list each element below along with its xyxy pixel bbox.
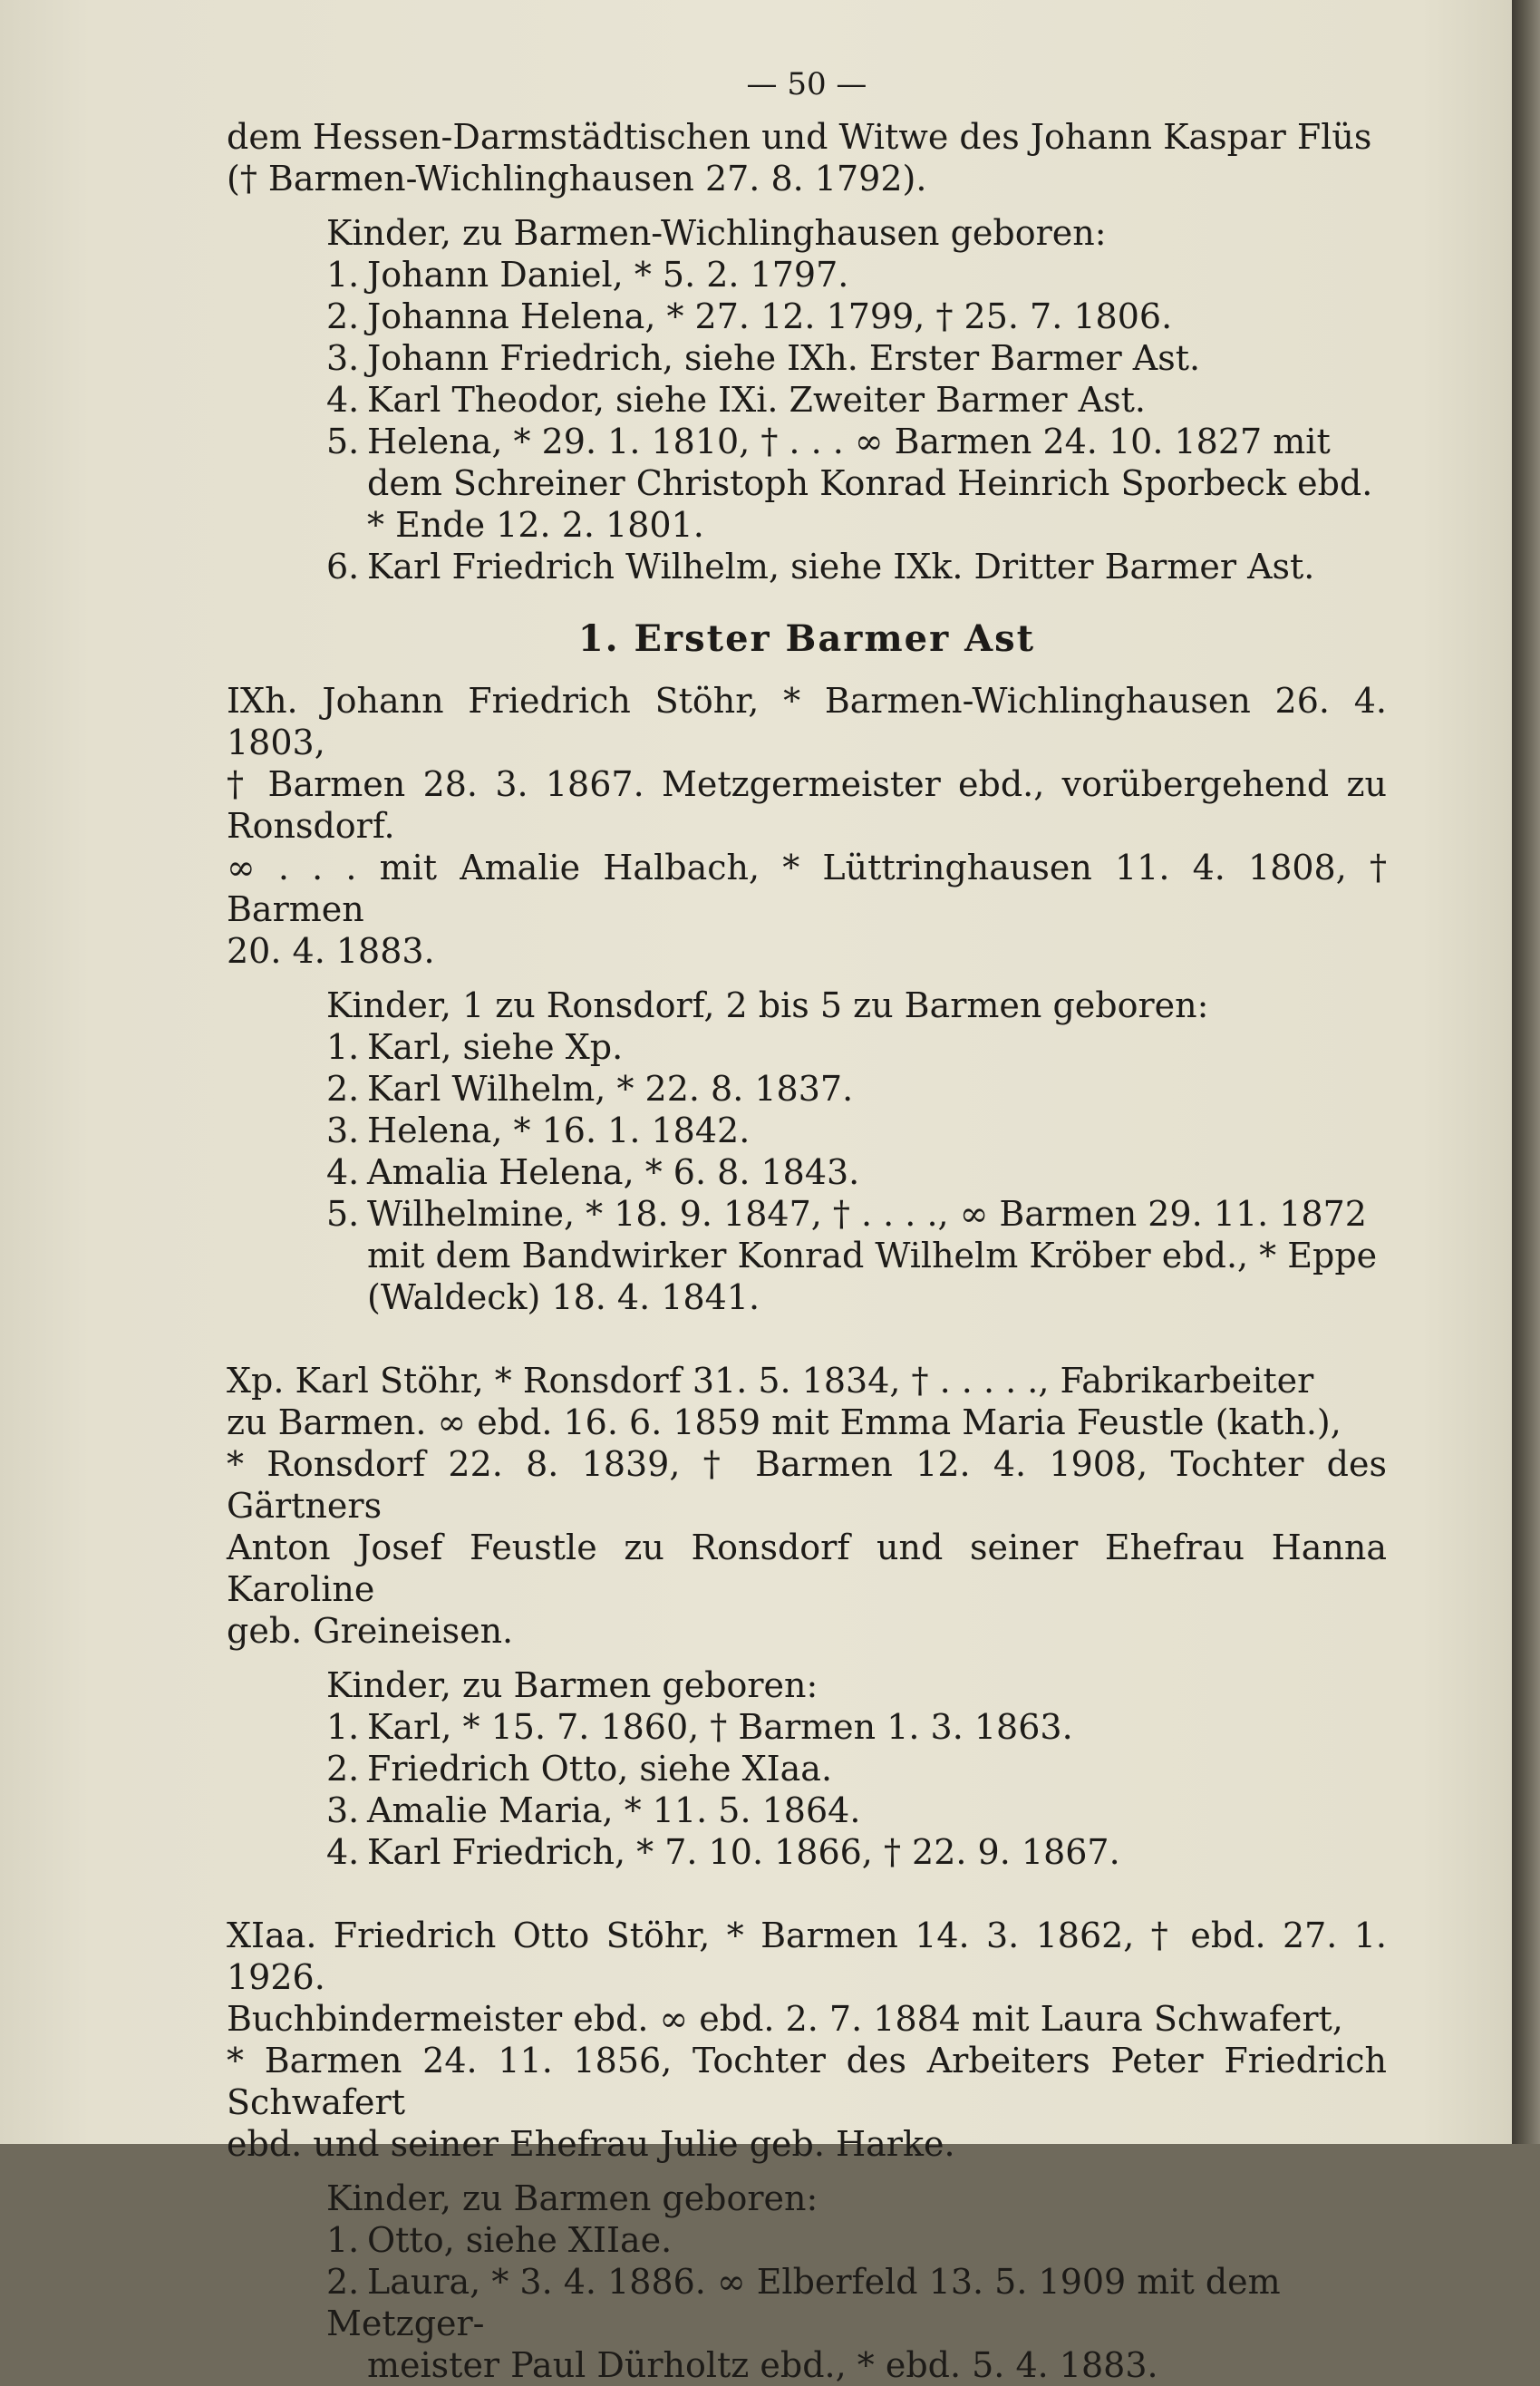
text-line: ∞ . . . mit Amalie Halbach, * Lüttringhausen 11. 4. 1808, † Barmen <box>227 848 1387 929</box>
text-line: († Barmen-Wichlinghausen 27. 8. 1792). <box>227 159 927 199</box>
children-list-3 <box>227 1664 1387 1873</box>
section-heading: 1. Erster Barmer Ast <box>577 617 1036 660</box>
text-line: zu Barmen. ∞ ebd. 16. 6. 1859 mit Emma Maria Feustle (kath.), <box>227 1402 1341 1442</box>
list-item: 2. Johanna Helena, * 27. 12. 1799, † 25. 7. 1806. <box>326 296 1173 336</box>
list-item-continuation: * Ende 12. 2. 1801. <box>367 505 704 545</box>
text-line: dem Hessen-Darmstädtischen und Witwe des Johann Kaspar Flüs <box>227 117 1372 157</box>
text-line: Anton Josef Feustle zu Ronsdorf und seiner Ehefrau Hanna Karoline <box>227 1528 1387 1609</box>
text-line: † Barmen 28. 3. 1867. Metzgermeister ebd., vorübergehend zu Ronsdorf. <box>227 764 1387 846</box>
entry-xiaa <box>227 1915 1387 2165</box>
text-line: Xp. Karl Stöhr, * Ronsdorf 31. 5. 1834, † . . . . ., Fabrikarbeiter <box>227 1361 1314 1401</box>
list-item-continuation: (Waldeck) 18. 4. 1841. <box>367 1277 760 1317</box>
children-list-4 <box>227 2177 1387 2386</box>
list-item: 3. Amalie Maria, * 11. 5. 1864. <box>326 1790 861 1830</box>
intro-paragraph <box>227 116 1387 199</box>
children-heading: Kinder, 1 zu Ronsdorf, 2 bis 5 zu Barmen geboren: <box>326 985 1209 1025</box>
page-content <box>227 63 1387 2386</box>
list-item: 2. Karl Wilhelm, * 22. 8. 1837. <box>326 1069 854 1109</box>
list-item-continuation: mit dem Bandwirker Konrad Wilhelm Kröber ebd., * Eppe <box>367 1236 1378 1275</box>
list-item: 3. Johann Friedrich, siehe IXh. Erster Barmer Ast. <box>326 338 1201 378</box>
list-item-continuation: meister Paul Dürholtz ebd., * ebd. 5. 4. 1883. <box>367 2345 1158 2385</box>
text-line: ebd. und seiner Ehefrau Julie geb. Harke. <box>227 2124 955 2164</box>
list-item: 5. Helena, * 29. 1. 1810, † . . . ∞ Barmen 24. 10. 1827 mit <box>326 422 1331 461</box>
text-line: * Barmen 24. 11. 1856, Tochter des Arbeiters Peter Friedrich Schwafert <box>227 2041 1387 2122</box>
list-item: 2. Friedrich Otto, siehe XIaa. <box>326 1749 833 1789</box>
text-line: XIaa. Friedrich Otto Stöhr, * Barmen 14. 3. 1862, † ebd. 27. 1. 1926. <box>227 1916 1387 1997</box>
children-heading: Kinder, zu Barmen geboren: <box>326 1665 818 1705</box>
list-item: 1. Karl, * 15. 7. 1860, † Barmen 1. 3. 1863. <box>326 1707 1073 1747</box>
list-item-continuation: dem Schreiner Christoph Konrad Heinrich Sporbeck ebd. <box>367 463 1373 503</box>
text-line: 20. 4. 1883. <box>227 931 435 971</box>
list-item: 5. Wilhelmine, * 18. 9. 1847, † . . . ., ∞ Barmen 29. 11. 1872 <box>326 1194 1367 1234</box>
list-item: 4. Karl Friedrich, * 7. 10. 1866, † 22. 9. 1867. <box>326 1832 1120 1872</box>
list-item: 1. Karl, siehe Xp. <box>326 1027 624 1067</box>
list-item: 3. Helena, * 16. 1. 1842. <box>326 1111 751 1150</box>
page-number: — 50 — <box>746 66 867 102</box>
text-line: Buchbindermeister ebd. ∞ ebd. 2. 7. 1884 mit Laura Schwafert, <box>227 1999 1343 2039</box>
text-line: IXh. Johann Friedrich Stöhr, * Barmen-Wichlinghausen 26. 4. 1803, <box>227 681 1387 762</box>
list-item: 1. Otto, siehe XIIae. <box>326 2220 673 2260</box>
text-line: geb. Greineisen. <box>227 1611 514 1651</box>
text-line: * Ronsdorf 22. 8. 1839, † Barmen 12. 4. 1908, Tochter des Gärtners <box>227 1444 1387 1526</box>
children-list-1 <box>227 212 1387 587</box>
list-item: 2. Laura, * 3. 4. 1886. ∞ Elberfeld 13. 5. 1909 mit dem Metzger- <box>326 2262 1281 2343</box>
entry-ixh <box>227 680 1387 972</box>
page-edge-shadow <box>1512 0 1540 2144</box>
list-item: 6. Karl Friedrich Wilhelm, siehe IXk. Dritter Barmer Ast. <box>326 547 1315 587</box>
children-heading: Kinder, zu Barmen-Wichlinghausen geboren: <box>326 213 1107 253</box>
entry-xp <box>227 1360 1387 1652</box>
children-heading: Kinder, zu Barmen geboren: <box>326 2178 818 2218</box>
list-item: 4. Amalia Helena, * 6. 8. 1843. <box>326 1152 860 1192</box>
children-list-2 <box>227 984 1387 1318</box>
list-item: 1. Johann Daniel, * 5. 2. 1797. <box>326 255 849 295</box>
list-item: 4. Karl Theodor, siehe IXi. Zweiter Barmer Ast. <box>326 380 1146 420</box>
